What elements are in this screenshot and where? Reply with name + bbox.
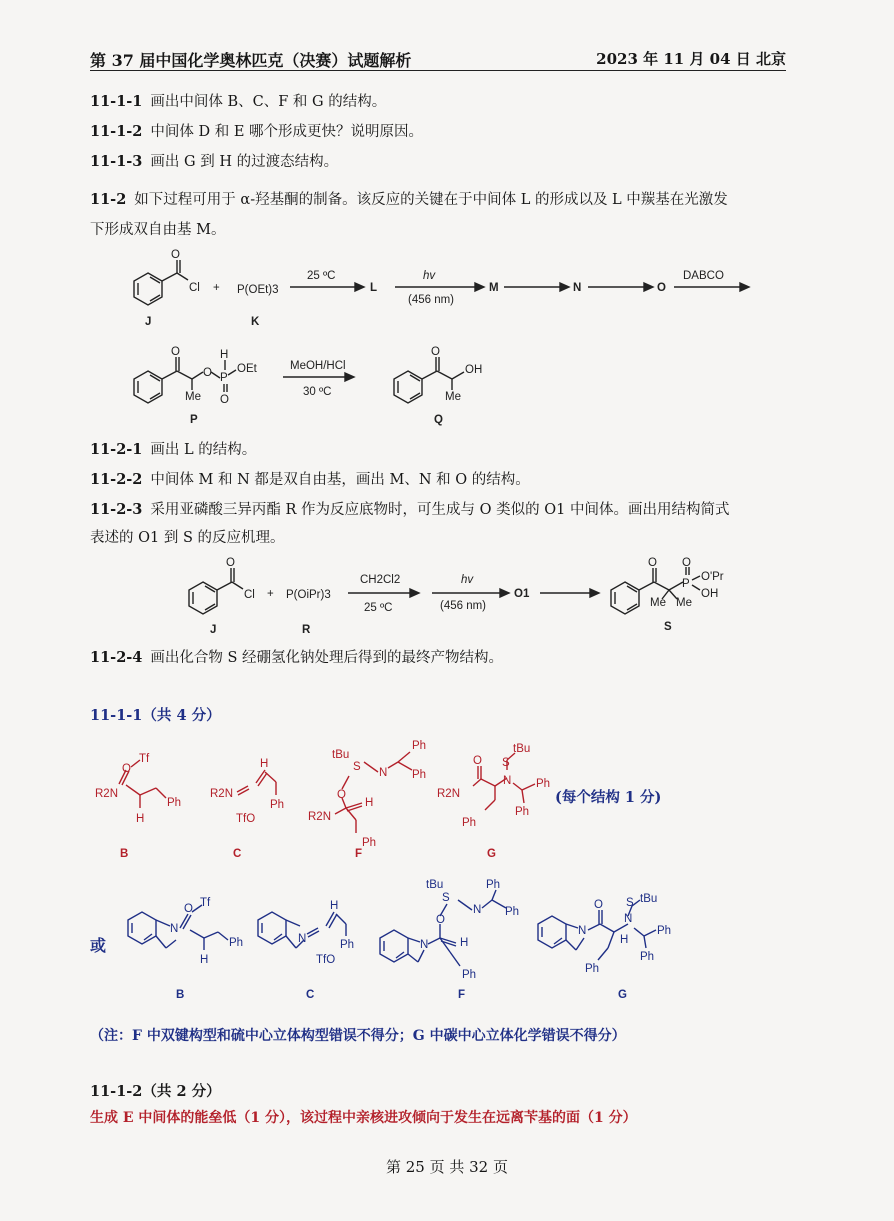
atom-label: Ph [462,969,477,981]
question-text: 画出化合物 S 经硼氢化钠处理后得到的最终产物结构。 [150,650,504,666]
atom-label: N [420,939,429,951]
atom-label: H [620,934,629,946]
atom-label: TfO [236,813,256,825]
atom-label: H [136,813,145,825]
atom-label: O [184,903,193,915]
plus-sign: + [213,282,220,294]
compound-label-b: B [120,848,129,860]
atom-label: O [594,899,603,911]
compound-label-c: C [233,848,242,860]
atom-label: H [200,954,209,966]
atom-label: O [682,557,691,569]
atom-label: TfO [316,954,336,966]
question-number: 11-1-3 [90,153,143,170]
atom-label: P [220,372,228,384]
plus-sign: + [267,588,274,600]
compound-label-g: G [487,848,496,860]
condition-wavelength: (456 nm) [440,600,487,612]
compound-label-b: B [176,989,185,1001]
compound-label-g: G [618,989,627,1001]
atom-label: Me [676,597,692,609]
compound-label-r: R [302,624,311,636]
grading-note: （注：F 中双键构型和硫中心立体构型错误不得分；G 中碳中心立体化学错误不得分） [90,1028,626,1044]
atom-label: N [473,904,482,916]
atom-label: H [460,937,469,949]
question-number: 11-2-2 [90,471,143,488]
condition-acid: MeOH/HCl [290,360,346,372]
atom-label: Me [185,391,201,403]
atom-label: tBu [332,749,350,761]
atom-label: N [298,933,307,945]
or-label: 或 [90,936,107,955]
intermediate-n: N [573,282,582,294]
atom-label: Ph [229,937,244,949]
intermediate-m: M [489,282,499,294]
atom-label: H [220,349,229,361]
intermediate-l: L [370,282,378,294]
atom-label: OH [701,588,719,600]
atom-label: O [337,789,346,801]
atom-label: N [624,913,633,925]
answer-text: E [122,1110,134,1126]
compound-label-p: P [190,414,198,426]
atom-label: O [226,557,235,569]
atom-label: O [648,557,657,569]
atom-label: S [442,892,450,904]
atom-label: Cl [244,589,255,601]
question-text: 中间体 M 和 N 都是双自由基，画出 M、N 和 O 的结构。 [150,472,530,488]
compound-label-k: K [251,316,260,328]
atom-label: O [431,346,440,358]
atom-label: O [473,755,482,767]
atom-label: P [682,578,690,590]
condition-temp: 25 ºC [307,270,336,282]
atom-label: N [578,925,587,937]
atom-label: Ph [505,906,520,918]
answer-text: 中间体的能垒低（1 分），该过程中 [133,1110,357,1126]
atom-label: H [330,900,339,912]
condition-hv: hv [423,270,436,282]
question-number: 11-2-1 [90,441,143,458]
atom-label: R2N [437,788,461,800]
atom-label: H [365,797,374,809]
question-number: 11-2 [90,191,127,208]
compound-label-s: S [664,621,672,633]
compound-label-q: Q [434,414,443,426]
atom-label: Ph [640,951,655,963]
answer-11-1-2 [90,1108,637,1128]
question-text: 如下过程可用于 α-羟基酮的制备。该反应的关键在于中间体 L 的形成以及 L 中羰基在光激发 [134,192,728,208]
atom-label: N [170,923,179,935]
atom-label: Me [445,391,461,403]
atom-label: Me [650,597,666,609]
header-title: 第 37 届中国化学奥林匹克（决赛）试题解析 [90,51,412,70]
compound-label-j: J [145,316,152,328]
atom-label: OH [465,364,483,376]
question-text: 采用亚磷酸三异丙酯 R 作为反应底物时，可生成与 O 类似的 O1 中间体。画出用结构简式 [150,502,730,518]
question-number: 11-1-1 [90,93,143,110]
question-number: 11-2-3 [90,501,143,518]
atom-label: tBu [426,879,444,891]
answer-title-11-1-1: 11-1-1（共 4 分） [90,707,221,724]
atom-label: Ph [167,797,182,809]
compound-label-j: J [210,624,217,636]
question-text: 下形成双自由基 M。 [90,222,226,238]
atom-label: Ph [462,817,477,829]
question-text: 画出中间体 B、C、F 和 G 的结构。 [150,94,387,110]
question-number: 11-2-4 [90,649,143,666]
header-date: 2023 年 11 月 04 日 北京 [596,50,786,68]
condition-hv: hv [461,574,474,586]
atom-label: O [436,914,445,926]
atom-label: Ph [362,837,377,849]
atom-label: Cl [189,282,200,294]
atom-label: O [220,394,229,406]
reagent-k: P(OEt)3 [237,284,279,296]
score-note: (每个结构 1 分) [555,789,662,806]
atom-label: H [260,758,269,770]
intermediate-o: O [657,282,666,294]
atom-label: Tf [200,897,211,909]
atom-label: R2N [210,788,234,800]
atom-label: R2N [308,811,332,823]
atom-label: S [626,897,634,909]
answer-text: （1 分） [580,1110,637,1126]
atom-label: Ph [515,806,530,818]
atom-label: O [171,346,180,358]
atom-label: Tf [139,753,150,765]
atom-label: N [503,775,512,787]
question-text: 表述的 O1 到 S 的反应机理。 [90,530,285,546]
condition-dabco: DABCO [683,270,724,282]
compound-label-c: C [306,989,315,1001]
question-text: 画出 L 的结构。 [150,442,257,458]
atom-label: tBu [513,743,531,755]
atom-label: OEt [237,363,257,375]
condition-wavelength: (456 nm) [408,294,455,306]
atom-label: Ph [486,879,501,891]
atom-label: Ph [270,799,285,811]
page-footer: 第 25 页 共 32 页 [385,1158,508,1176]
answer-text: 生成 [90,1110,123,1126]
atom-label: Ph [585,963,600,975]
atom-label: S [502,757,510,769]
atom-label: Ph [412,740,427,752]
question-text: 画出 G 到 H 的过渡态结构。 [150,154,339,170]
condition-solvent: CH2Cl2 [360,574,401,586]
condition-temp2: 30 ºC [303,386,332,398]
atom-label: Ph [536,778,551,790]
atom-label: tBu [640,893,658,905]
answer-title-11-1-2: 11-1-2（共 2 分） [90,1083,221,1100]
compound-label-f: F [355,848,363,860]
atom-label: O [171,249,180,261]
reagent-r: P(OiPr)3 [286,589,331,601]
answer-text: 亲核进攻倾向于发生在远离苄基的面 [356,1110,581,1126]
atom-label: O [203,367,212,379]
atom-label: R2N [95,788,119,800]
condition-temp: 25 ºC [364,602,393,614]
question-number: 11-1-2 [90,123,143,140]
atom-label: N [379,767,388,779]
atom-label: S [353,761,361,773]
atom-label: Ph [412,769,427,781]
atom-label: Ph [657,925,672,937]
question-text: 中间体 D 和 E 哪个形成更快？说明原因。 [150,124,424,140]
compound-label-f: F [458,989,466,1001]
atom-label: O [122,763,131,775]
intermediate-o1: O1 [514,588,530,600]
atom-label: Ph [340,939,355,951]
atom-label: O'Pr [701,571,724,583]
